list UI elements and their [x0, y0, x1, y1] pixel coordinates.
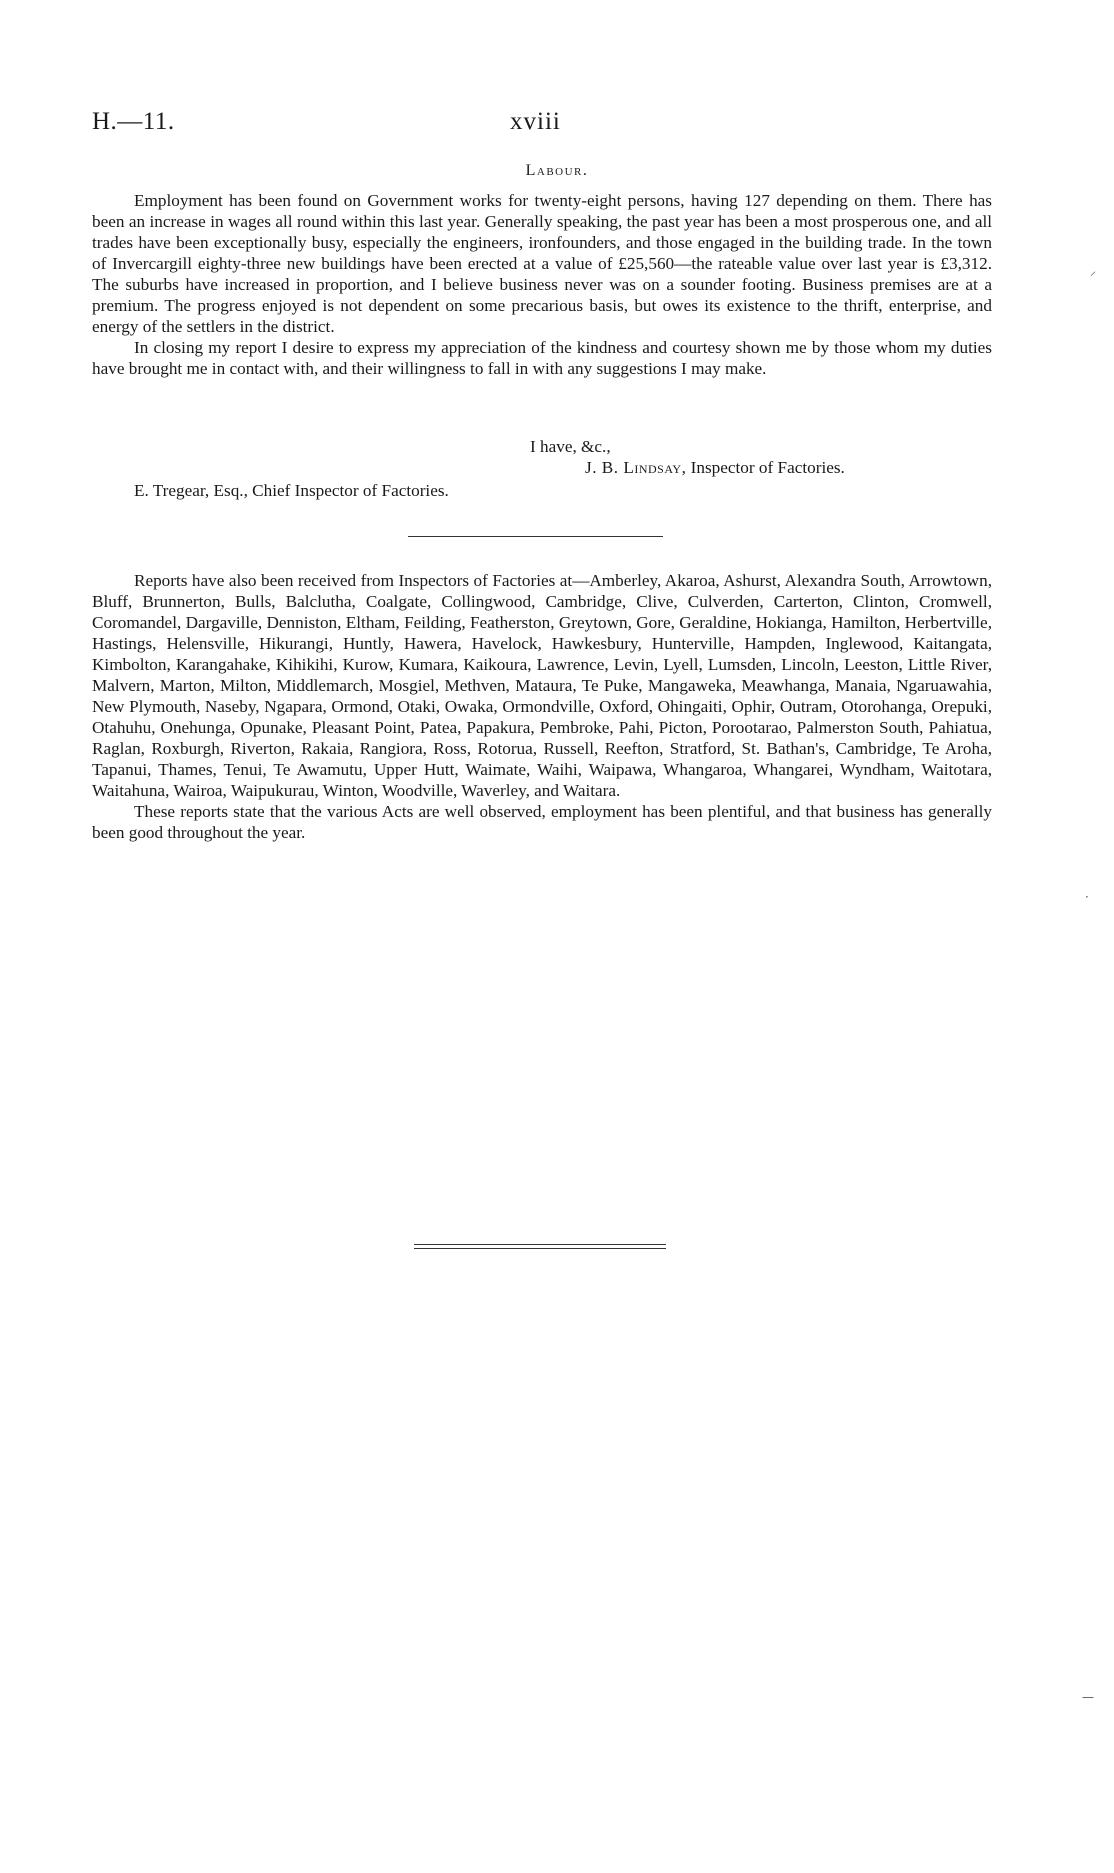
scan-mark: ·	[1085, 890, 1089, 904]
document-reference: H.—11.	[92, 108, 175, 135]
signatory-name: J. B. Lindsay,	[585, 458, 687, 477]
section-divider	[408, 536, 663, 537]
section-heading: Labour.	[525, 162, 589, 179]
end-rule-bottom	[414, 1248, 666, 1249]
scan-mark: —	[1082, 1690, 1094, 1704]
other-reports-body	[92, 570, 992, 843]
other-reports-list-paragraph: Reports have also been received from Inspectors of Factories at—Amberley, Akaroa, Ashurst, Alexandra South, Arrowtown, Bluff, Brunnerton, Bulls, Balclutha, Coalgate, Collingwood, Cambridge, Clive, Culverden, Carterton, Clinton, Cromwell, Coromandel, Dargaville, Denniston, Eltham, Feilding, Featherston, Greytown, Gore, Geraldine, Hokianga, Hamilton, Herbertville, Hastings, Helensville, Hikurangi, Huntly, Hawera, Havelock, Hawkesbury, Hunterville, Hampden, Inglewood, Kaitangata, Kimbolton, Karangahake, Kihikihi, Kurow, Kumara, Kaikoura, Lawrence, Levin, Lyell, Lumsden, Lincoln, Leeston, Little River, Malvern, Marton, Milton, Middlemarch, Mosgiel, Methven, Mataura, Te Puke, Mangaweka, Meawhanga, Manaia, Ngaruawahia, New Plymouth, Naseby, Ngapara, Ormond, Otaki, Owaka, Ormondville, Oxford, Ohingaiti, Ophir, Outram, Otorohanga, Orepuki, Otahuhu, Onehunga, Opunake, Pleasant Point, Patea, Papakura, Pembroke, Pahi, Picton, Porootarao, Palmerston South, Pahiatua, Raglan, Roxburgh, Riverton, Rakaia, Rangiora, Ross, Rotorua, Russell, Reefton, Stratford, St. Bathan's, Cambridge, Te Aroha, Tapanui, Thames, Tenui, Te Awamutu, Upper Hutt, Waimate, Waihi, Waipawa, Whangaroa, Whangarei, Wyndham, Waitotara, Waitahuna, Wairoa, Waipukurau, Winton, Woodville, Waverley, and Waitara.	[92, 571, 992, 800]
addressee: E. Tregear, Esq., Chief Inspector of Factories.	[134, 481, 449, 500]
end-rule-top	[414, 1244, 666, 1245]
labour-paragraph-closing: In closing my report I desire to express my appreciation of the kindness and courtesy shown me by those whom my duties have brought me in contact with, and their willingness to fall in with any suggestions I may make.	[92, 338, 992, 378]
other-reports-summary-paragraph: These reports state that the various Acts are well observed, employment has been plentiful, and that business has generally been good throughout the year.	[92, 802, 992, 842]
signature-line	[585, 458, 845, 478]
signatory-title: Inspector of Factories.	[686, 458, 845, 477]
labour-report-body	[92, 190, 992, 379]
scan-mark: ⸝	[1090, 264, 1097, 278]
labour-paragraph-employment: Employment has been found on Government works for twenty-eight persons, having 127 depending on them. There has been an increase in wages all round within this last year. Generally speaking, the past year has been a most prosperous one, and all trades have been exceptionally busy, especially the engineers, ironfounders, and those engaged in the building trade. In the town of Invercargill eighty-three new buildings have been erected at a value of £25,560—the rateable value over last year is £3,312. The suburbs have increased in proportion, and I believe business never was on a sounder footing. Business premises are at a premium. The progress enjoyed is not dependent on some precarious basis, but owes its existence to the thrift, enterprise, and energy of the settlers in the district.	[92, 191, 992, 336]
page-number: xviii	[510, 108, 561, 135]
closing-salutation: I have, &c.,	[530, 437, 611, 456]
